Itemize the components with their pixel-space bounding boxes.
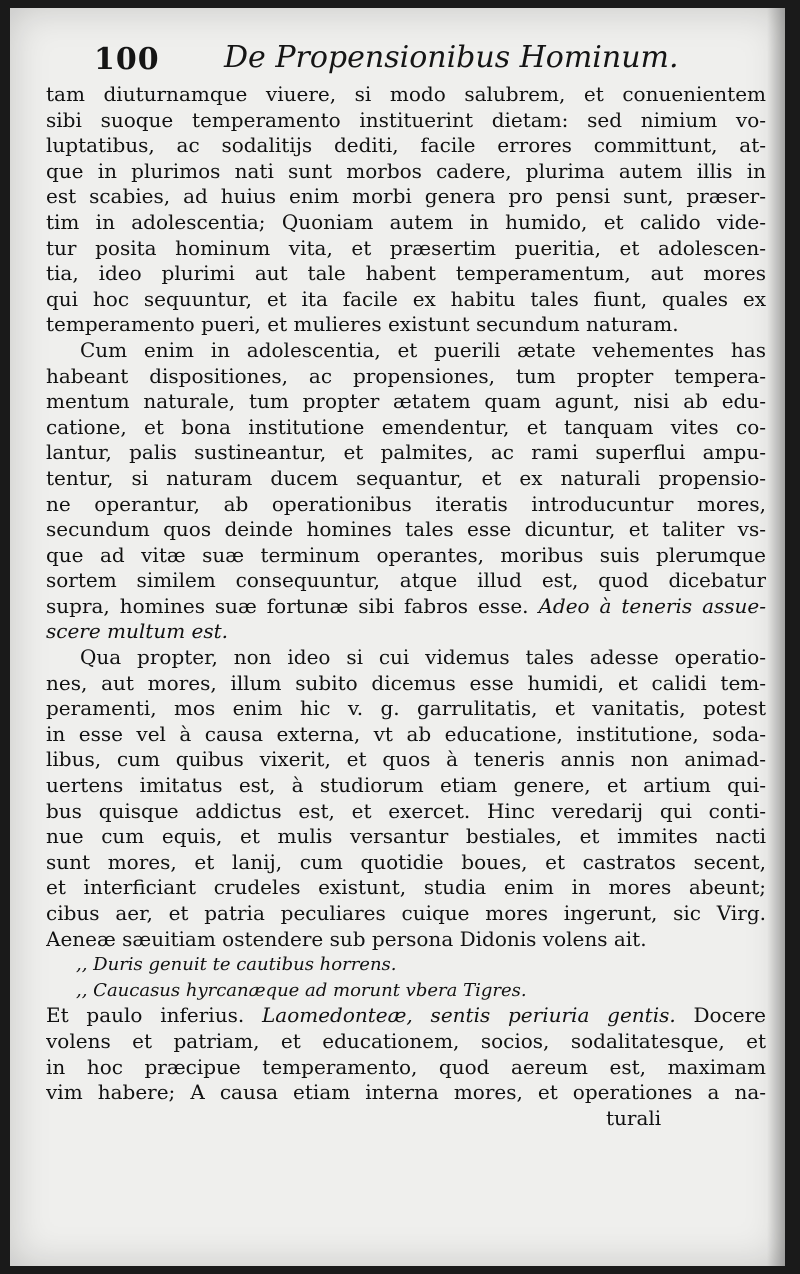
text-line: tia, ideo plurimi aut tale habent temperamentum, aut mores (46, 261, 766, 286)
text-line (46, 594, 766, 620)
page-number: 100 (94, 42, 160, 77)
running-title: De Propensionibus Hominum. (224, 40, 679, 75)
book-page (10, 8, 785, 1266)
text-line: tam diuturnamque viuere, si modo salubrem, et conuenientem (46, 82, 766, 106)
text-line: que ad vitæ suæ terminum operantes, moribus suis plerumque (46, 542, 766, 567)
text-line: et interficiant crudeles existunt, studia enim in mores abeunt; (46, 875, 766, 900)
page-header (94, 38, 734, 82)
text-line: scere multum est. (46, 619, 229, 644)
italic-phrase: Adeo à teneris assue- (538, 593, 766, 618)
text-line: catione, et bona institutione emendentur, et tanquam vites co- (46, 414, 766, 439)
text-line: secundum quos deinde homines tales esse dicuntur, et taliter vs- (46, 517, 766, 542)
text-line: sunt mores, et lanij, cum quotidie boues, et castratos secent, (46, 849, 766, 874)
body-text (46, 82, 766, 1131)
text-line: habeant dispositiones, ac propensiones, tum propter tempera- (46, 363, 766, 388)
text-line: vim habere; A causa etiam interna mores, et operationes a na- (46, 1080, 766, 1105)
text-segment: Docere (693, 1003, 766, 1028)
verse-quote-line: ,, Duris genuit te cautibus horrens. (76, 954, 397, 976)
text-line: tur posita hominum vita, et præsertim pueritia, et adolescen- (46, 235, 766, 260)
text-segment: Et paulo inferius. (46, 1003, 245, 1028)
text-line: luptatibus, ac sodalitijs dediti, facile errores committunt, at- (46, 133, 766, 158)
text-line: mentum naturale, tum propter ætatem quam agunt, nisi ab edu- (46, 389, 766, 414)
text-line: nes, aut mores, illum subito dicemus esse humidi, et calidi tem- (46, 670, 766, 695)
text-line: sortem similem consequuntur, atque illud est, quod dicebatur (46, 568, 766, 593)
text-line: est scabies, ad huius enim morbi genera pro pensi sunt, præser- (46, 184, 766, 209)
text-line: ne operantur, ab operationibus iteratis introducuntur mores, (46, 491, 766, 516)
verse-quote-line: ,, Caucasus hyrcanæque ad morunt vbera Tigres. (76, 979, 527, 1001)
text-line: bus quisque addictus est, et exercet. Hinc veredarij qui conti- (46, 798, 766, 823)
text-line: in esse vel à causa externa, vt ab educatione, institutione, soda- (46, 721, 766, 746)
text-line: uertens imitatus est, à studiorum etiam genere, et artium qui- (46, 773, 766, 798)
text-segment: supra, homines suæ fortunæ sibi fabros esse. (46, 593, 529, 618)
text-line: temperamento pueri, et mulieres existunt secundum naturam. (46, 312, 679, 337)
text-line: libus, cum quibus vixerit, et quos à teneris annis non animad- (46, 747, 766, 772)
italic-phrase: Laomedonteæ, sentis periuria gentis. (261, 1003, 676, 1028)
text-line (46, 1003, 766, 1029)
text-line: qui hoc sequuntur, et ita facile ex habitu tales fiunt, quales ex (46, 286, 766, 311)
paragraph-start-line: Qua propter, non ideo si cui videmus tales adesse operatio- (80, 645, 766, 670)
text-line: que in plurimos nati sunt morbos cadere, plurima autem illis in (46, 158, 766, 183)
text-line: volens et patriam, et educationem, socios, sodalitatesque, et (46, 1028, 766, 1053)
paragraph-start-line: Cum enim in adolescentia, et puerili ætate vehementes has (80, 337, 766, 362)
text-line: tentur, si naturam ducem sequantur, et ex naturali propensio- (46, 465, 766, 490)
text-line: Aeneæ sæuitiam ostendere sub persona Didonis volens ait. (46, 926, 647, 951)
catchword: turali (606, 1105, 662, 1130)
text-line: nue cum equis, et mulis versantur bestiales, et immites nacti (46, 824, 766, 849)
text-line: tim in adolescentia; Quoniam autem in humido, et calido vide- (46, 209, 766, 234)
text-line: in hoc præcipue temperamento, quod aereum est, maximam (46, 1054, 766, 1079)
text-line: sibi suoque temperamento instituerint dietam: sed nimium vo- (46, 107, 766, 132)
text-line: cibus aer, et patria peculiares cuique mores ingerunt, sic Virg. (46, 901, 766, 925)
text-line: lantur, palis sustineantur, et palmites, ac rami superflui ampu- (46, 440, 766, 465)
text-line: peramenti, mos enim hic v. g. garrulitatis, et vanitatis, potest (46, 696, 766, 721)
